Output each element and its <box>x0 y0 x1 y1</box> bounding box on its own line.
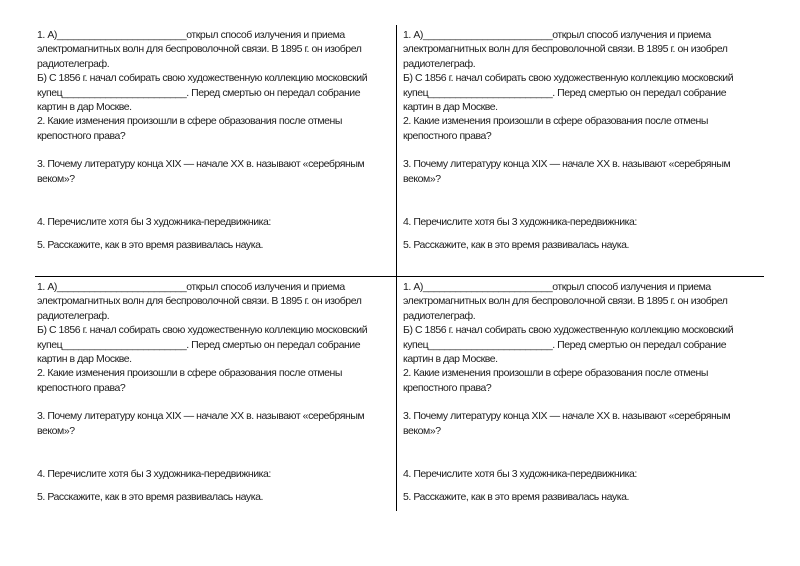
paragraph-6 <box>37 490 393 504</box>
paragraph-3 <box>403 366 759 395</box>
text-line: электромагнитных волн для беспроволочной связи. В 1895 г. он изобрел <box>403 295 728 308</box>
text-line: картин в дар Москве. <box>37 352 132 365</box>
paragraph-1 <box>403 28 759 71</box>
text-line: радиотелеграф. <box>403 309 476 322</box>
column-divider-line <box>396 25 397 511</box>
text-line: 5. Расскажите, как в это время развивалась наука. <box>403 491 629 504</box>
text-line: радиотелеграф. <box>37 309 110 322</box>
paragraph-5 <box>37 467 393 481</box>
text-line: 1. А)________________________открыл способ излучения и приема <box>403 281 711 293</box>
paragraph-4 <box>37 409 393 438</box>
paragraph-2 <box>37 71 393 114</box>
text-line: картин в дар Москве. <box>37 100 132 113</box>
text-line: радиотелеграф. <box>37 57 110 70</box>
paragraph-5 <box>403 215 759 229</box>
text-line: 2. Какие изменения произошли в сфере образования после отмены <box>403 367 708 380</box>
paragraph-3 <box>37 114 393 143</box>
quadrant-bottom-right <box>403 280 759 505</box>
paragraph-6 <box>403 238 759 252</box>
paragraph-2 <box>37 323 393 366</box>
text-line: 1. А)________________________открыл способ излучения и приема <box>37 281 345 293</box>
paragraph-4 <box>403 157 759 186</box>
text-line: 2. Какие изменения произошли в сфере образования после отмены <box>403 115 708 128</box>
paragraph-1 <box>37 280 393 323</box>
text-line: Б) С 1856 г. начал собирать свою художественную коллекцию московский <box>37 324 368 337</box>
row-divider-line <box>35 276 764 277</box>
text-line: электромагнитных волн для беспроволочной связи. В 1895 г. он изобрел <box>403 43 728 56</box>
text-line: 3. Почему литературу конца XIX — начале XX в. называют «серебряным <box>403 158 731 171</box>
text-line: радиотелеграф. <box>403 57 476 70</box>
text-line: Б) С 1856 г. начал собирать свою художественную коллекцию московский <box>37 72 368 85</box>
paragraph-4 <box>403 409 759 438</box>
paragraph-5 <box>37 215 393 229</box>
text-line: 5. Расскажите, как в это время развивалась наука. <box>37 239 263 252</box>
text-line: 4. Перечислите хотя бы 3 художника-передвижника: <box>403 215 637 228</box>
text-line: 3. Почему литературу конца XIX — начале XX в. называют «серебряным <box>403 410 731 423</box>
text-line: Б) С 1856 г. начал собирать свою художественную коллекцию московский <box>403 324 734 337</box>
paragraph-1 <box>403 280 759 323</box>
text-line: крепостного права? <box>37 129 126 142</box>
text-line: 4. Перечислите хотя бы 3 художника-передвижника: <box>403 467 637 480</box>
text-line: купец_______________________. Перед смертью он передал собрание <box>403 86 727 99</box>
text-line: электромагнитных волн для беспроволочной связи. В 1895 г. он изобрел <box>37 295 362 308</box>
text-line: картин в дар Москве. <box>403 100 498 113</box>
paragraph-2 <box>403 71 759 114</box>
text-line: 2. Какие изменения произошли в сфере образования после отмены <box>37 367 342 380</box>
text-line: 1. А)________________________открыл способ излучения и приема <box>37 29 345 41</box>
paragraph-3 <box>37 366 393 395</box>
quadrant-top-left <box>37 28 393 253</box>
text-line: 1. А)________________________открыл способ излучения и приема <box>403 29 711 41</box>
paragraph-3 <box>403 114 759 143</box>
paragraph-2 <box>403 323 759 366</box>
text-line: картин в дар Москве. <box>403 352 498 365</box>
text-line: веком»? <box>403 424 441 437</box>
text-line: Б) С 1856 г. начал собирать свою художественную коллекцию московский <box>403 72 734 85</box>
text-line: 3. Почему литературу конца XIX — начале XX в. называют «серебряным <box>37 410 365 423</box>
quadrant-bottom-left <box>37 280 393 505</box>
paragraph-6 <box>403 490 759 504</box>
text-line: крепостного права? <box>403 129 492 142</box>
text-line: 5. Расскажите, как в это время развивалась наука. <box>403 239 629 252</box>
text-line: 4. Перечислите хотя бы 3 художника-передвижника: <box>37 215 271 228</box>
paragraph-4 <box>37 157 393 186</box>
paragraph-1 <box>37 28 393 71</box>
text-line: 5. Расскажите, как в это время развивалась наука. <box>37 491 263 504</box>
text-line: 2. Какие изменения произошли в сфере образования после отмены <box>37 115 342 128</box>
text-line: крепостного права? <box>403 381 492 394</box>
text-line: веком»? <box>37 172 75 185</box>
text-line: купец_______________________. Перед смертью он передал собрание <box>37 86 361 99</box>
paragraph-6 <box>37 238 393 252</box>
text-line: купец_______________________. Перед смертью он передал собрание <box>37 338 361 351</box>
text-line: купец_______________________. Перед смертью он передал собрание <box>403 338 727 351</box>
quadrant-top-right <box>403 28 759 253</box>
text-line: веком»? <box>403 172 441 185</box>
paragraph-5 <box>403 467 759 481</box>
text-line: веком»? <box>37 424 75 437</box>
text-line: электромагнитных волн для беспроволочной связи. В 1895 г. он изобрел <box>37 43 362 56</box>
text-line: 4. Перечислите хотя бы 3 художника-передвижника: <box>37 467 271 480</box>
text-line: крепостного права? <box>37 381 126 394</box>
text-line: 3. Почему литературу конца XIX — начале XX в. называют «серебряным <box>37 158 365 171</box>
